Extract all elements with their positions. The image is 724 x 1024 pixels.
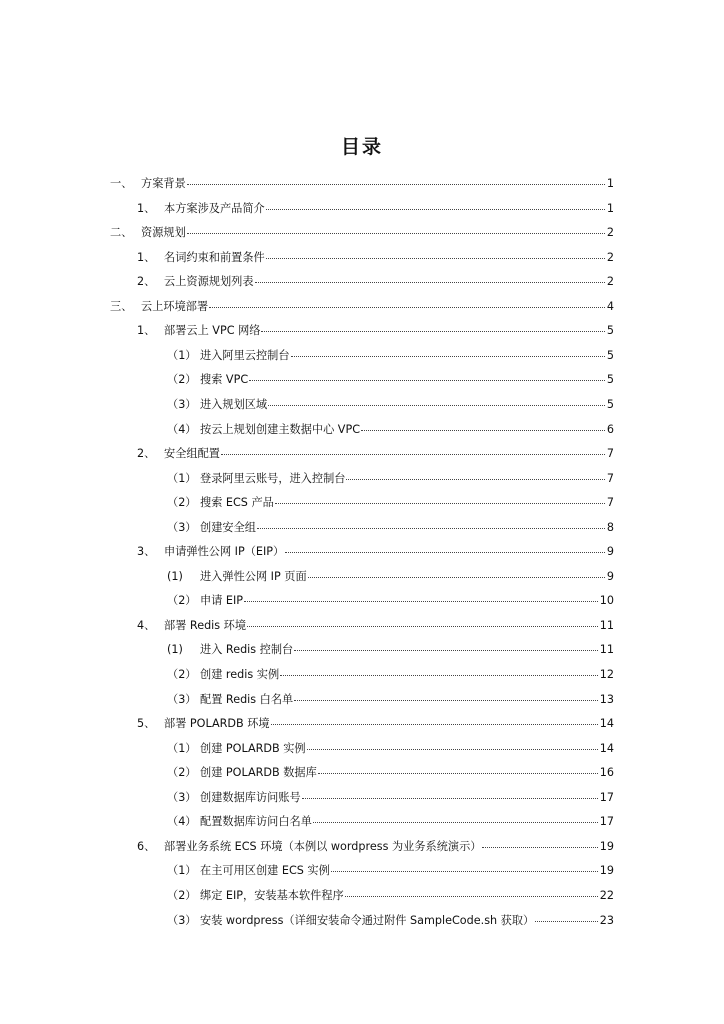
toc-page-number: 19 [599, 864, 614, 878]
toc-page-number: 17 [599, 790, 614, 804]
toc-entry-number: （2） [167, 668, 197, 681]
toc-page-number: 16 [599, 766, 614, 780]
toc-entry-number: 5、 [137, 717, 156, 731]
toc-entry-level-3[interactable] [167, 907, 614, 929]
toc-entry-number: （3） [167, 692, 197, 706]
toc-page-number: 1 [606, 201, 614, 215]
toc-entry-level-1[interactable] [110, 170, 614, 192]
toc-entry-title: 创建安全组 [200, 520, 256, 534]
toc-entry-number: （2） [167, 496, 197, 510]
toc-entry-number: 6、 [137, 839, 156, 853]
toc-dot-leader [285, 536, 605, 553]
toc-dot-leader [280, 659, 598, 676]
toc-entry-title: 搜索 VPC [200, 373, 249, 387]
toc-entry-number: （1） [167, 471, 197, 485]
toc-dot-leader [482, 831, 597, 848]
toc-entry-number: 2、 [137, 447, 156, 461]
toc-entry-level-3[interactable] [167, 342, 614, 364]
toc-dot-leader [331, 855, 598, 872]
toc-entry-number: 1、 [137, 250, 156, 264]
toc-entry-number: 1、 [137, 201, 156, 215]
toc-dot-leader [247, 610, 598, 627]
toc-entry-number: （3） [167, 913, 197, 927]
toc-entry-level-2[interactable] [137, 440, 614, 462]
toc-entry-title: 部署云上 VPC 网络 [164, 324, 261, 338]
toc-entry-level-3[interactable] [167, 735, 614, 757]
toc-entry-number: （3） [167, 520, 197, 534]
toc-page-number: 6 [606, 422, 614, 436]
toc-entry-title: 部署 POLARDB 环境 [164, 717, 270, 731]
toc-entry-level-3[interactable] [167, 587, 614, 609]
toc-entry-level-2[interactable] [137, 833, 614, 855]
toc-dot-leader [345, 880, 598, 897]
toc-dot-leader [187, 168, 605, 185]
toc-dot-leader [268, 389, 605, 406]
toc-entry-title: 资源规划 [141, 226, 186, 240]
toc-entry-level-3[interactable] [167, 366, 614, 388]
toc-page-number: 2 [606, 275, 614, 289]
toc-entry-title: 按云上规划创建主数据中心 VPC [200, 422, 361, 436]
toc-page-number: 7 [606, 471, 614, 485]
toc-entry-title: 安全组配置 [164, 447, 220, 461]
toc-dot-leader [257, 512, 605, 529]
toc-entry-title: 云上环境部署 [141, 299, 209, 313]
toc-page-number: 8 [606, 520, 614, 534]
toc-entry-level-3[interactable] [167, 489, 614, 511]
toc-page-number: 10 [599, 594, 614, 608]
toc-entry-number: （4） [167, 422, 197, 436]
toc-entry-title: 搜索 ECS 产品 [200, 496, 274, 510]
toc-entry-level-3[interactable] [167, 514, 614, 536]
toc-dot-leader [346, 463, 604, 480]
toc-page-number: 7 [606, 447, 614, 461]
toc-dot-leader [209, 291, 605, 308]
toc-page-number: 5 [606, 348, 614, 362]
toc-entry-level-3[interactable] [167, 563, 614, 585]
toc-page-number: 2 [606, 250, 614, 264]
toc-entry-number: 二、 [110, 226, 133, 240]
toc-dot-leader [266, 242, 605, 259]
toc-entry-title: 进入规划区域 [200, 397, 268, 411]
toc-entry-title: 名词约束和前置条件 [164, 250, 265, 264]
toc-page-number: 11 [599, 618, 614, 632]
toc-entry-number: 2、 [137, 275, 156, 289]
toc-dot-leader [291, 340, 605, 357]
toc-dot-leader [361, 414, 605, 431]
toc-entry-title: 创建 POLARDB 数据库 [200, 766, 317, 780]
toc-entry-title: 在主可用区创建 ECS 实例 [200, 864, 330, 878]
toc-dot-leader [302, 782, 598, 799]
toc-entry-level-3[interactable] [167, 661, 614, 683]
toc-entry-level-3[interactable] [167, 857, 614, 879]
toc-entry-level-3[interactable] [167, 759, 614, 781]
toc-dot-leader [535, 905, 598, 922]
toc-entry-title: 安装 wordpress（详细安装命令通过附件 SampleCode.sh 获取） [200, 913, 535, 927]
toc-entry-number: 3、 [137, 545, 156, 559]
toc-entry-level-3[interactable] [167, 784, 614, 806]
toc-entry-number: （2） [167, 373, 197, 387]
toc-entry-number: (1) [167, 569, 183, 583]
toc-entry-title: 创建数据库访问账号 [200, 790, 301, 804]
toc-entry-level-2[interactable] [137, 538, 614, 560]
toc-dot-leader [275, 487, 605, 504]
toc-entry-number: （1） [167, 864, 197, 878]
toc-page-number: 5 [606, 373, 614, 387]
toc-entry-title: 进入 Redis 控制台 [200, 643, 294, 657]
toc-entry-number: （1） [167, 741, 197, 755]
toc-entry-number: （2） [167, 766, 197, 780]
toc-entry-level-3[interactable] [167, 808, 614, 830]
toc-entry-title: 申请弹性公网 IP（EIP） [164, 545, 285, 559]
toc-entry-title: 部署 Redis 环境 [164, 618, 247, 632]
page-title: 目录 [340, 136, 383, 158]
toc-dot-leader [294, 634, 598, 651]
toc-dot-leader [255, 266, 605, 283]
toc-dot-leader [187, 217, 605, 234]
toc-page-number: 19 [599, 839, 614, 853]
toc-entry-number: （1） [167, 348, 197, 362]
toc-entry-number: （2） [167, 888, 197, 902]
toc-entry-title: 登录阿里云账号，进入控制台 [200, 471, 346, 485]
toc-entry-title: 申请 EIP [200, 594, 244, 608]
toc-entry-title: 部署业务系统 ECS 环境（本例以 wordpress 为业务系统演示） [164, 839, 482, 853]
toc-entry-title: 创建 POLARDB 实例 [200, 741, 306, 755]
toc-page-number: 2 [606, 226, 614, 240]
toc-entry-title: 配置 Redis 白名单 [200, 692, 294, 706]
toc-entry-level-2[interactable] [137, 195, 614, 217]
toc-dot-leader [313, 806, 598, 823]
toc-dot-leader [261, 315, 604, 332]
toc-entry-number: 1、 [137, 324, 156, 338]
toc-page-number: 1 [606, 177, 614, 190]
toc-page-number: 9 [606, 545, 614, 559]
toc-page-number: 5 [606, 324, 614, 338]
toc-entry-level-2[interactable] [137, 710, 614, 732]
toc-page-number: 14 [599, 741, 614, 755]
toc-entry-title: 进入阿里云控制台 [200, 348, 290, 362]
toc-entry-number: （4） [167, 815, 197, 829]
toc-dot-leader [318, 757, 598, 774]
toc-entry-title: 方案背景 [141, 177, 186, 190]
toc-page-number: 11 [599, 643, 614, 657]
toc-entry-level-2[interactable] [137, 317, 614, 339]
toc-page-number: 17 [599, 815, 614, 829]
toc-page-number: 12 [599, 668, 614, 681]
toc-entry-title: 云上资源规划列表 [164, 275, 254, 289]
toc-entry-level-1[interactable] [110, 219, 614, 241]
toc-entry-level-2[interactable] [137, 268, 614, 290]
toc-entry-title: 创建 redis 实例 [200, 668, 280, 681]
toc-page-number: 5 [606, 397, 614, 411]
toc-page-number: 9 [606, 569, 614, 583]
toc-entry-level-3[interactable] [167, 686, 614, 708]
toc-dot-leader [294, 684, 598, 701]
toc-entry-level-2[interactable] [137, 244, 614, 266]
toc-entry-level-3[interactable] [167, 416, 614, 438]
toc-page-number: 7 [606, 496, 614, 510]
toc-entry-number: 4、 [137, 618, 156, 632]
toc-entry-title: 配置数据库访问白名单 [200, 815, 312, 829]
toc-entry-number: （3） [167, 790, 197, 804]
toc-entry-title: 进入弹性公网 IP 页面 [200, 569, 307, 583]
toc-entry-level-2[interactable] [137, 612, 614, 634]
toc-dot-leader [266, 193, 605, 210]
toc-entry-level-1[interactable] [110, 293, 614, 315]
toc-page-number: 22 [599, 888, 614, 902]
toc-entry-number: 三、 [110, 299, 133, 313]
toc-entry-level-3[interactable] [167, 391, 614, 413]
toc-entry-number: 一、 [110, 177, 133, 190]
toc-entry-level-3[interactable] [167, 882, 614, 904]
toc-entry-level-3[interactable] [167, 636, 614, 658]
toc-dot-leader [249, 364, 605, 381]
toc-entry-number: (1) [167, 643, 183, 657]
toc-dot-leader [308, 561, 605, 578]
toc-dot-leader [307, 733, 598, 750]
toc-entry-level-3[interactable] [167, 465, 614, 487]
toc-entry-title: 本方案涉及产品简介 [164, 201, 265, 215]
toc-page-number: 23 [599, 913, 614, 927]
toc-dot-leader [221, 438, 605, 455]
toc-dot-leader [244, 585, 598, 602]
toc-entry-number: （2） [167, 594, 197, 608]
toc-entry-title: 绑定 EIP，安装基本软件程序 [200, 888, 344, 902]
toc-entry-number: （3） [167, 397, 197, 411]
toc-page-number: 13 [599, 692, 614, 706]
toc-page-number: 14 [599, 717, 614, 731]
toc-dot-leader [271, 708, 598, 725]
toc-page-number: 4 [606, 299, 614, 313]
